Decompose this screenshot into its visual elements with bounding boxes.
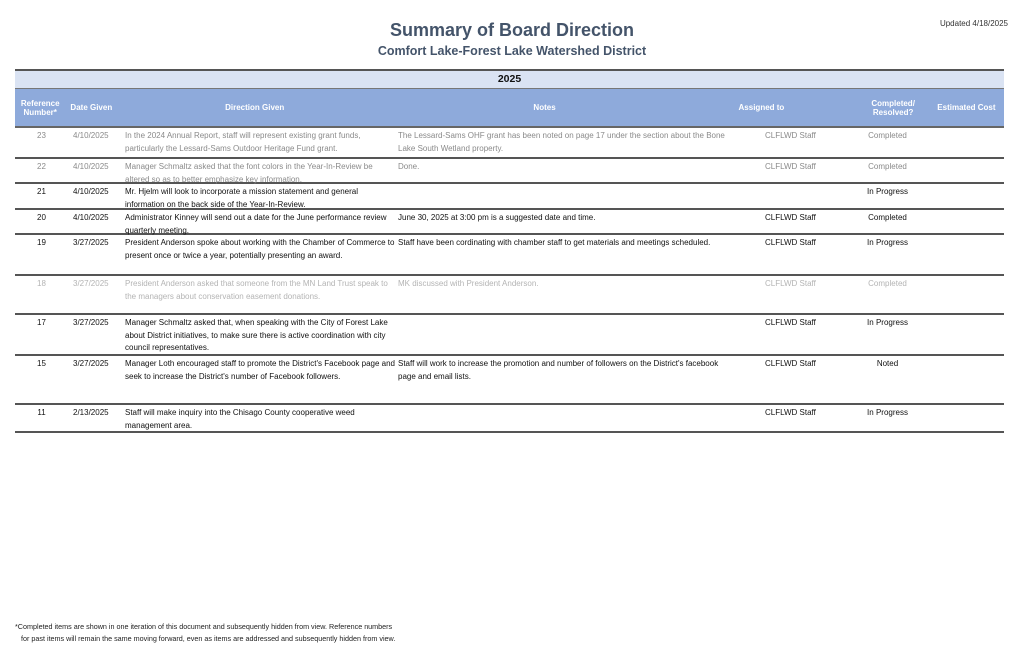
header-completed-resolved: Completed/ Resolved? bbox=[871, 98, 915, 117]
year-band: 2025 bbox=[15, 69, 1004, 89]
cell-date: 4/10/2025 bbox=[73, 213, 109, 222]
cell-completed: In Progress bbox=[867, 238, 908, 247]
header-reference-number: Reference Number* bbox=[20, 98, 60, 117]
table-row bbox=[15, 315, 1004, 356]
cell-date: 3/27/2025 bbox=[73, 238, 109, 247]
cell-completed: Completed bbox=[868, 162, 907, 171]
table-row bbox=[15, 405, 1004, 433]
table-row bbox=[15, 276, 1004, 315]
cell-direction: Manager Schmaltz asked that the font colors in the Year-In-Review be altered so as to better emphasize key information. bbox=[125, 162, 373, 184]
cell-ref: 17 bbox=[37, 318, 46, 327]
cell-assigned: CLFLWD Staff bbox=[765, 162, 816, 171]
cell-date: 3/27/2025 bbox=[73, 318, 109, 327]
cell-assigned: CLFLWD Staff bbox=[765, 279, 816, 288]
cell-direction: President Anderson spoke about working with the Chamber of Commerce to present once or twice a year, potentially presenting an award. bbox=[125, 238, 395, 260]
header-assigned-to: Assigned to bbox=[738, 103, 785, 112]
cell-completed: Completed bbox=[868, 213, 907, 222]
updated-date: Updated 4/18/2025 bbox=[939, 19, 1008, 28]
cell-assigned bbox=[725, 184, 850, 208]
cell-cost bbox=[925, 276, 1004, 313]
cell-assigned: CLFLWD Staff bbox=[765, 131, 816, 140]
page-title: Summary of Board Direction bbox=[389, 20, 635, 40]
table-row bbox=[15, 235, 1004, 276]
cell-date: 3/27/2025 bbox=[73, 359, 109, 368]
cell-date: 3/27/2025 bbox=[73, 279, 109, 288]
cell-ref: 18 bbox=[37, 279, 46, 288]
cell-direction: Mr. Hjelm will look to incorporate a mission statement and general information on the back side of the Year-In-Review. bbox=[125, 187, 358, 209]
cell-ref: 19 bbox=[37, 238, 46, 247]
cell-direction: Administrator Kinney will send out a date for the June performance review quarterly meeting. bbox=[125, 213, 387, 235]
cell-cost bbox=[925, 405, 1004, 431]
cell-cost bbox=[925, 235, 1004, 274]
cell-ref: 15 bbox=[37, 359, 46, 368]
cell-completed: Completed bbox=[868, 131, 907, 140]
cell-completed: Completed bbox=[868, 279, 907, 288]
cell-ref: 23 bbox=[37, 131, 46, 140]
cell-ref: 20 bbox=[37, 213, 46, 222]
cell-cost bbox=[925, 128, 1004, 157]
cell-direction: In the 2024 Annual Report, staff will represent existing grant funds, particularly the Lessard-Sams Outdoor Heritage Fund grant. bbox=[125, 131, 361, 153]
board-direction-table bbox=[15, 69, 1004, 433]
cell-completed: In Progress bbox=[867, 187, 908, 196]
cell-notes: Staff will work to increase the promotion and number of followers on the District's facebook page and email lists. bbox=[398, 359, 719, 381]
cell-notes: MK discussed with President Anderson. bbox=[398, 279, 539, 288]
footnote-line-2: for past items will remain the same moving forward, even as items are addressed and subsequently hidden from view. bbox=[21, 634, 396, 643]
cell-cost bbox=[925, 315, 1004, 354]
table-row bbox=[15, 184, 1004, 210]
cell-completed: Noted bbox=[876, 359, 899, 368]
cell-ref: 22 bbox=[37, 162, 46, 171]
cell-cost bbox=[925, 159, 1004, 182]
cell-completed: In Progress bbox=[867, 318, 908, 327]
cell-direction: Manager Loth encouraged staff to promote the District's Facebook page and seek to increase the District's number of Facebook followers. bbox=[125, 359, 395, 381]
cell-notes bbox=[395, 315, 725, 354]
cell-date: 4/10/2025 bbox=[73, 131, 109, 140]
cell-assigned: CLFLWD Staff bbox=[765, 408, 816, 417]
cell-assigned: CLFLWD Staff bbox=[765, 318, 816, 327]
footnote-line-1: *Completed items are shown in one iteration of this document and subsequently hidden from view. Reference numbers bbox=[15, 622, 393, 631]
cell-ref: 11 bbox=[37, 408, 46, 417]
header-direction-given: Direction Given bbox=[225, 103, 285, 112]
table-row bbox=[15, 159, 1004, 184]
cell-direction: President Anderson asked that someone from the MN Land Trust speak to the managers about conservation easement donations. bbox=[125, 279, 388, 301]
table-row bbox=[15, 210, 1004, 235]
cell-direction: Staff will make inquiry into the Chisago County cooperative weed management area. bbox=[125, 408, 355, 430]
header-estimated-cost: Estimated Cost bbox=[937, 103, 996, 112]
table-row bbox=[15, 356, 1004, 405]
cell-date: 4/10/2025 bbox=[73, 162, 109, 171]
cell-notes: Done. bbox=[398, 162, 420, 171]
cell-notes bbox=[395, 405, 725, 431]
cell-notes bbox=[395, 184, 725, 208]
cell-cost bbox=[925, 184, 1004, 208]
header-date-given: Date Given bbox=[70, 103, 113, 112]
cell-notes: The Lessard-Sams OHF grant has been noted on page 17 under the section about the Bone Lake South Wetland property. bbox=[398, 131, 725, 153]
cell-direction: Manager Schmaltz asked that, when speaking with the City of Forest Lake about District initiatives, to make sure there is active coordination with city council representatives. bbox=[125, 318, 388, 352]
cell-assigned: CLFLWD Staff bbox=[765, 238, 816, 247]
cell-cost bbox=[925, 210, 1004, 233]
cell-date: 2/13/2025 bbox=[73, 408, 109, 417]
cell-completed: In Progress bbox=[867, 408, 908, 417]
table-row bbox=[15, 128, 1004, 159]
cell-assigned: CLFLWD Staff bbox=[765, 213, 816, 222]
cell-date: 4/10/2025 bbox=[73, 187, 109, 196]
table-header bbox=[15, 89, 1004, 128]
cell-cost bbox=[925, 356, 1004, 403]
cell-notes: Staff have been cordinating with chamber staff to get materials and meetings scheduled. bbox=[398, 238, 711, 247]
cell-notes: June 30, 2025 at 3:00 pm is a suggested date and time. bbox=[398, 213, 596, 222]
header-notes: Notes bbox=[533, 103, 556, 112]
cell-ref: 21 bbox=[37, 187, 46, 196]
footnote bbox=[15, 621, 395, 645]
page-subtitle: Comfort Lake-Forest Lake Watershed District bbox=[377, 44, 647, 58]
cell-assigned: CLFLWD Staff bbox=[765, 359, 816, 368]
